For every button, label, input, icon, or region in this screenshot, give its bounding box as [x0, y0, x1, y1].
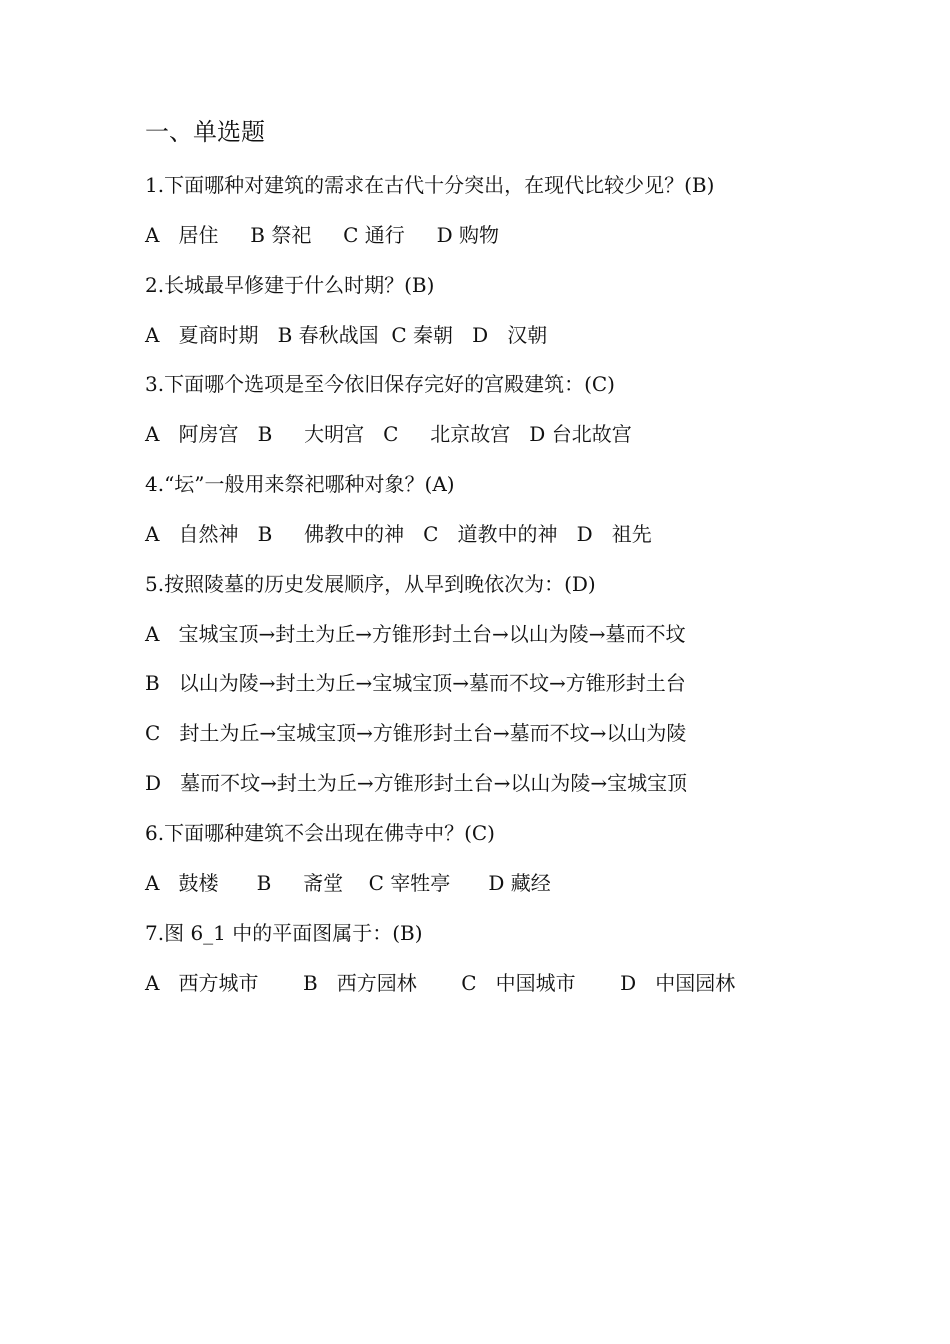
question-2-options: A 夏商时期 B 春秋战国 C 秦朝 D 汉朝: [145, 323, 548, 347]
question-4: 4.“坛”一般用来祭祀哪种对象？(A): [145, 472, 455, 496]
question-5-option-d: D 墓而不坟→封土为丘→方锥形封土台→以山为陵→宝城宝顶: [145, 771, 688, 795]
question-2: 2.长城最早修建于什么时期？(B): [145, 273, 435, 297]
question-3: 3.下面哪个选项是至今依旧保存完好的宫殿建筑：(C): [145, 372, 615, 396]
question-5: 5.按照陵墓的历史发展顺序，从早到晚依次为：(D): [145, 572, 596, 596]
question-4-options: A 自然神 B 佛教中的神 C 道教中的神 D 祖先: [145, 522, 652, 546]
question-1-options: A 居住 B 祭祀 C 通行 D 购物: [145, 223, 499, 247]
section-title: 一、单选题: [145, 118, 265, 146]
question-3-options: A 阿房宫 B 大明宫 C 北京故宫 D 台北故宫: [145, 422, 632, 446]
question-6: 6.下面哪种建筑不会出现在佛寺中？(C): [145, 821, 495, 845]
question-5-option-a: A 宝城宝顶→封土为丘→方锥形封土台→以山为陵→墓而不坟: [145, 622, 686, 646]
question-1: 1.下面哪种对建筑的需求在古代十分突出，在现代比较少见？(B): [145, 173, 715, 197]
question-5-option-b: B 以山为陵→封土为丘→宝城宝顶→墓而不坟→方锥形封土台: [145, 671, 686, 695]
question-5-option-c: C 封土为丘→宝城宝顶→方锥形封土台→墓而不坟→以山为陵: [145, 721, 687, 745]
question-7-options: A 西方城市 B 西方园林 C 中国城市 D 中国园林: [145, 971, 736, 995]
question-6-options: A 鼓楼 B 斋堂 C 宰牲亭 D 藏经: [145, 871, 551, 895]
question-7: 7.图 6_1 中的平面图属于：(B): [145, 921, 423, 945]
